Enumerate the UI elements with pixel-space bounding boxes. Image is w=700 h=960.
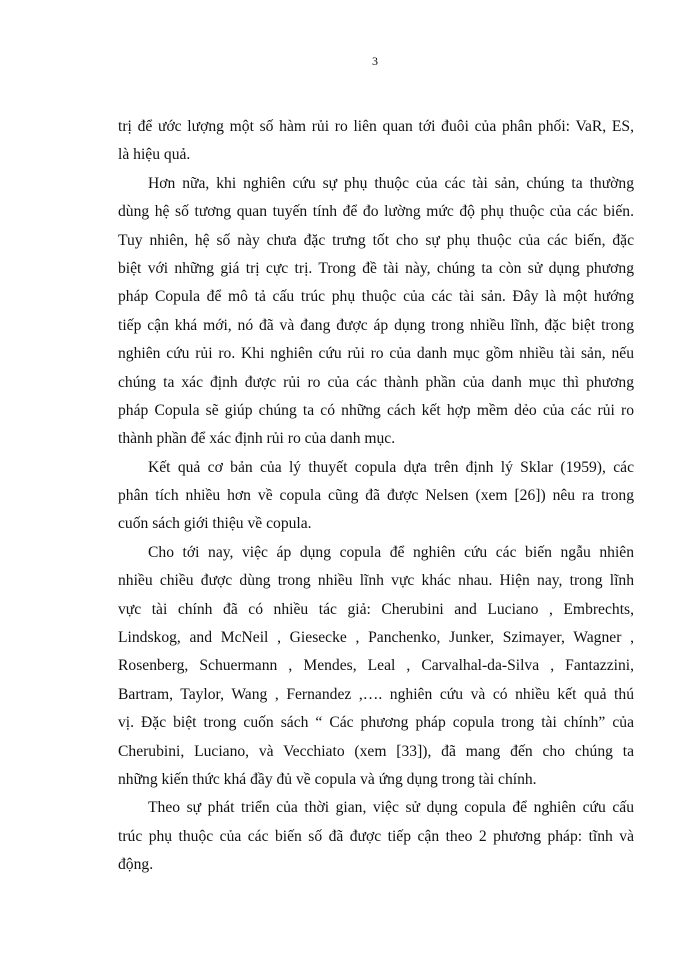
text-line: Rosenberg, Schuermann , Mendes, Leal , Carvalhal-da-Silva , Fantazzini,	[118, 657, 634, 675]
text-line: là hiệu quả.	[118, 146, 191, 164]
text-line: Tuy nhiên, hệ số này chưa đặc trưng tốt cho sự phụ thuộc của các biến, đặc	[118, 231, 634, 249]
paragraph-5	[118, 794, 634, 879]
text-line: phân tích nhiều hơn về copula cũng đã được Nelsen (xem [26]) nêu ra trong	[118, 487, 634, 505]
text-line: trị để ước lượng một số hàm rủi ro liên quan tới đuôi của phân phối: VaR, ES,	[118, 118, 634, 135]
text-line: nhiều chiều được dùng trong nhiều lĩnh vực khác nhau. Hiện nay, trong lĩnh	[118, 572, 634, 590]
text-line: Cherubini, Luciano, và Vecchiato (xem [33]), đã mang đến cho chúng ta	[118, 742, 634, 760]
document-body	[118, 113, 634, 880]
text-line: Theo sự phát triển của thời gian, việc sử dụng copula để nghiên cứu cấu	[148, 799, 634, 817]
text-line: pháp Copula sẽ giúp chúng ta có những cách kết hợp mềm dẻo của các rủi ro	[118, 401, 634, 419]
text-line: nghiên cứu rủi ro. Khi nghiên cứu rủi ro của danh mục gồm nhiều tài sản, nếu	[118, 345, 634, 363]
paragraph-1	[118, 113, 634, 170]
text-line: trúc phụ thuộc của các biến số đã được tiếp cận theo 2 phương pháp: tĩnh và	[118, 827, 634, 845]
text-line: Hơn nữa, khi nghiên cứu sự phụ thuộc của các tài sản, chúng ta thường	[148, 174, 634, 192]
paragraph-4	[118, 539, 634, 795]
paragraph-3	[118, 454, 634, 539]
text-line: biệt với những giá trị cực trị. Trong đề tài này, chúng ta còn sử dụng phương	[118, 259, 634, 277]
text-line: Kết quả cơ bản của lý thuyết copula dựa trên định lý Sklar (1959), các	[148, 458, 634, 476]
page-number: 3	[372, 54, 378, 68]
text-line: những kiến thức khá đầy đủ về copula và ứng dụng trong tài chính.	[118, 770, 537, 788]
text-line: chúng ta xác định được rủi ro của các thành phần của danh mục thì phương	[118, 373, 634, 391]
text-line: tiếp cận khá mới, nó đã và đang được áp dụng trong nhiều lĩnh, đặc biệt trong	[118, 316, 634, 334]
text-line: thành phần để xác định rủi ro của danh mục.	[118, 430, 396, 448]
text-line: Bartram, Taylor, Wang , Fernandez ,…. nghiên cứu và có nhiều kết quả thú	[118, 685, 634, 703]
text-line: dùng hệ số tương quan tuyến tính để đo lường mức độ phụ thuộc của các biến.	[118, 203, 634, 221]
text-line: Lindskog, and McNeil , Giesecke , Panchenko, Junker, Szimayer, Wagner ,	[118, 629, 634, 647]
paragraph-2	[118, 170, 634, 454]
text-line: vực tài chính đã có nhiều tác giả: Cherubini and Luciano , Embrechts,	[118, 600, 634, 618]
text-line: động.	[118, 856, 154, 874]
text-line: pháp Copula để mô tả cấu trúc phụ thuộc của các tài sản. Đây là một hướng	[118, 288, 634, 306]
text-line: cuốn sách giới thiệu về copula.	[118, 515, 312, 533]
text-line: Cho tới nay, việc áp dụng copula để nghiên cứu các biến ngẫu nhiên	[148, 543, 634, 561]
text-line: vị. Đặc biệt trong cuốn sách “ Các phương pháp copula trong tài chính” của	[118, 714, 634, 732]
